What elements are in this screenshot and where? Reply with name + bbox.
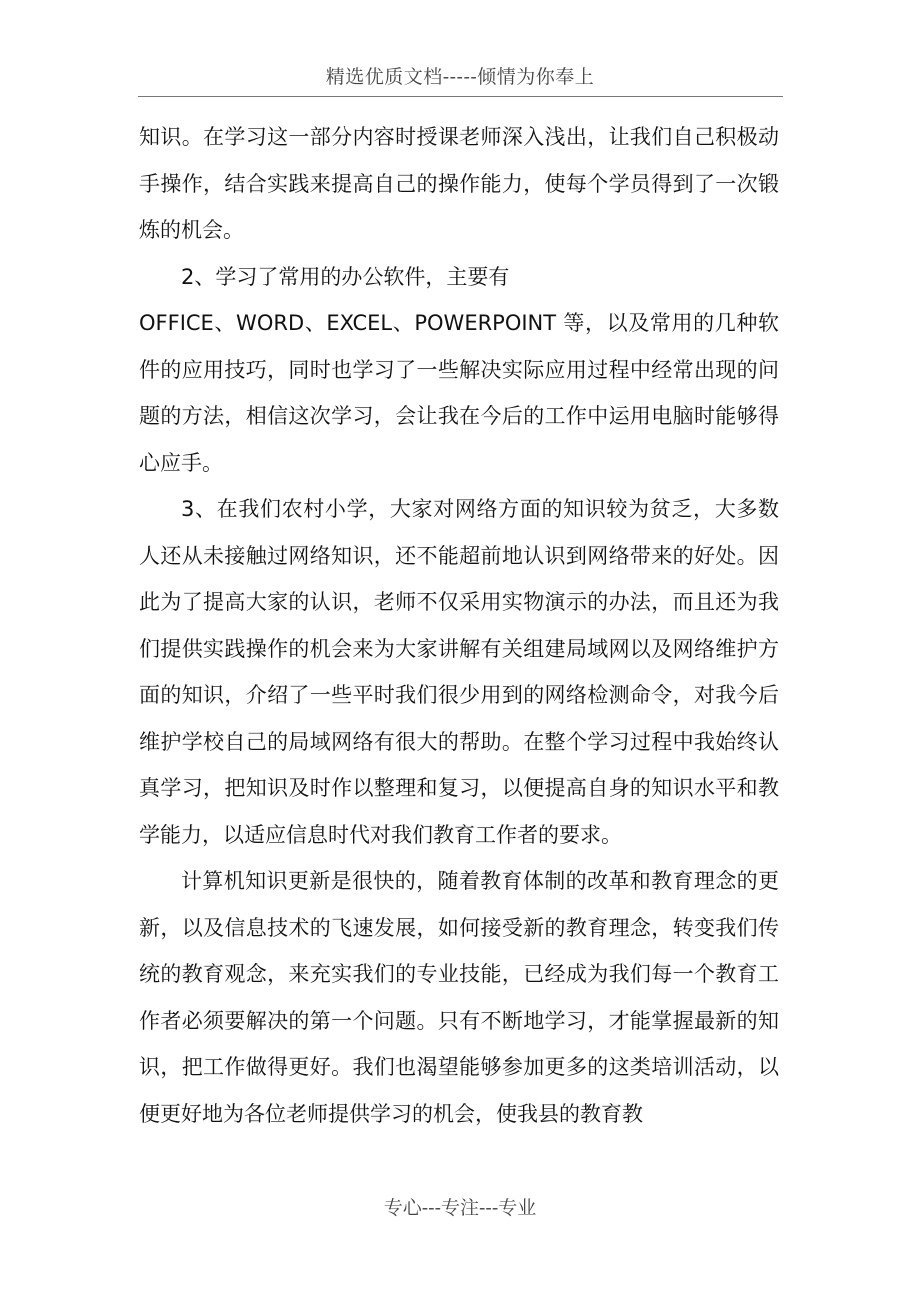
paragraph-network-knowledge: 3、在我们农村小学，大家对网络方面的知识较为贫乏，大多数人还从未接触过网络知识，还不能超前地认识到网络带来的好处。因此为了提高大家的认识，老师不仅采用实物演示的办法，而且还为我们提供实践操作的机会来为大家讲解有关组建局域网以及网络维护方面的知识，介绍了一些平时我们很少用到的网络检测命令，对我今后维护学校自己的局域网络有很大的帮助。在整个学习过程中我始终认真学习，把知识及时作以整理和复习，以便提高自身的知识水平和教学能力，以适应信息时代对我们教育工作者的要求。: [139, 497, 779, 847]
paragraph-knowledge-update: 计算机知识更新是很快的，随着教育体制的改革和教育理念的更新，以及信息技术的飞速发展，如何接受新的教育理念，转变我们传统的教育观念，来充实我们的专业技能，已经成为我们每一个教育工作者必须要解决的第一个问题。只有不断地学习，才能掌握最新的知识，把工作做得更好。我们也渴望能够参加更多的这类培训活动，以便更好地为各位老师提供学习的机会，使我县的教育教: [139, 869, 779, 1126]
page-footer: 专心---专注---专业: [383, 1197, 537, 1219]
document-body: [139, 114, 779, 1137]
paragraph-continued: 知识。在学习这一部分内容时授课老师深入浅出，让我们自己积极动手操作，结合实践来提高自己的操作能力，使每个学员得到了一次锻炼的机会。: [139, 125, 779, 242]
page-header: 精选优质文档-----倾情为你奉上: [325, 66, 595, 88]
header-divider: [138, 96, 783, 97]
paragraph-office-software-first-line: 2、学习了常用的办公软件，主要有: [181, 264, 510, 289]
paragraph-office-software: OFFICE、WORD、EXCEL、POWERPOINT 等，以及常用的几种软件的应用技巧，同时也学习了一些解决实际应用过程中经常出现的问题的方法，相信这次学习，会让我在今后的工作中运用电脑时能够得心应手。: [139, 311, 779, 475]
